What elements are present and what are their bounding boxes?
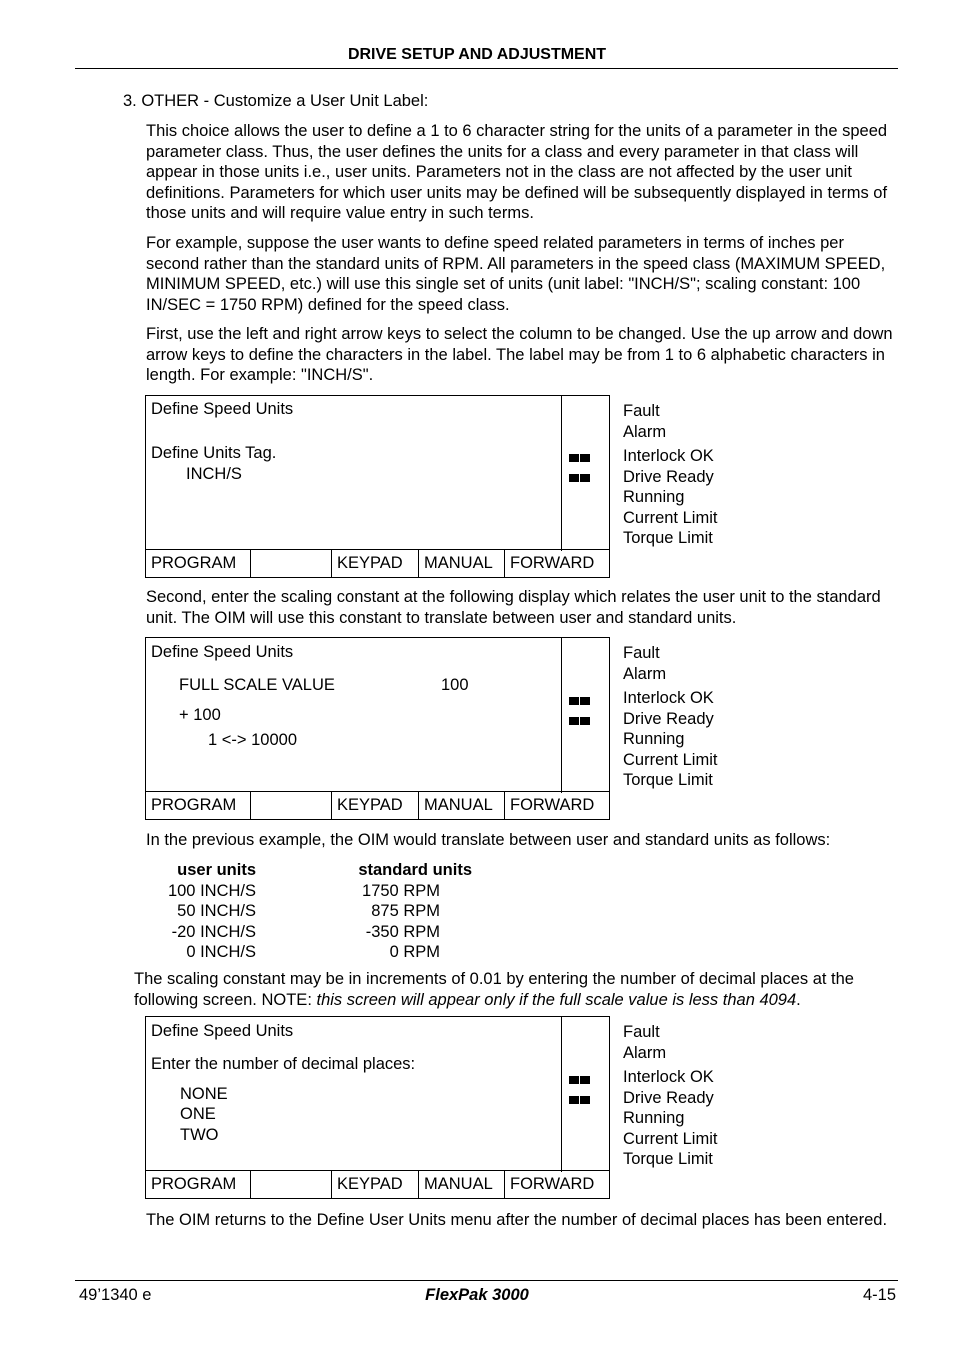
status-torque-limit: Torque Limit <box>623 1150 713 1168</box>
table-cell: -20 INCH/S <box>171 922 256 941</box>
screen-entry-value: + 100 <box>179 706 221 724</box>
keypad-keypad: KEYPAD <box>332 550 419 577</box>
keypad-program: PROGRAM <box>146 792 251 819</box>
standard-units-header: standard units <box>358 861 472 879</box>
footer-doc-number: 49’1340 e <box>79 1286 152 1304</box>
oim-display-full-scale <box>145 637 610 820</box>
screen-units-tag-value: INCH/S <box>186 465 242 483</box>
keypad-blank <box>251 550 332 577</box>
keypad-keypad: KEYPAD <box>332 1171 419 1198</box>
table-cell: 0 RPM <box>389 943 440 961</box>
status-alarm: Alarm <box>623 1043 667 1062</box>
oim-screen <box>146 396 562 551</box>
status-current-limit: Current Limit <box>623 750 718 769</box>
user-units-header: user units <box>177 861 256 879</box>
paragraph-example: For example, suppose the user wants to define speed related parameters in terms of inches per second rather than the standard units of RPM. All parameters in the speed class (MAXIMUM SPEED, MINIMUM SPEED, etc.) will use this single set of units (unit label: "INCH/S"; scaling constant: 100 IN/SEC = 1750 RPM) defined for the speed class. <box>146 234 886 314</box>
keypad-blank <box>251 792 332 819</box>
keypad-manual: MANUAL <box>419 1171 505 1198</box>
paragraph-intro: This choice allows the user to define a 1 to 6 character string for the units of a parameter in the speed parameter class. Thus, the user defines the units for a class and every parameter in that class will appear in those units i.e., user units. Parameters not in the class are not affected by the user unit definitions. Parameters for which user units may be defined will be subsequently displayed in terms of those units and will require value entry in such terms. <box>146 122 888 222</box>
step-heading: 3. OTHER - Customize a User Unit Label: <box>123 92 429 110</box>
led-indicators <box>569 454 590 494</box>
status-drive-ready: Drive Ready <box>623 1088 714 1107</box>
led-indicators <box>569 1076 590 1116</box>
oim-screen <box>146 1017 562 1172</box>
table-cell: 50 INCH/S <box>177 902 256 920</box>
status-legend <box>623 401 717 549</box>
option-one: ONE <box>180 1105 216 1123</box>
status-current-limit: Current Limit <box>623 1129 718 1148</box>
user-units-column <box>150 860 256 963</box>
table-cell: 100 INCH/S <box>167 881 256 900</box>
oim-screen <box>146 638 562 793</box>
status-running: Running <box>623 488 685 506</box>
keypad-blank <box>251 1171 332 1198</box>
decimal-note-text: The scaling constant may be in increments of 0.01 by entering the number of decimal places at the following screen. NOTE: <box>134 970 854 1009</box>
status-fault: Fault <box>623 402 660 420</box>
table-cell: 1750 RPM <box>362 881 440 900</box>
status-interlock: Interlock OK <box>623 689 714 707</box>
keypad-keypad: KEYPAD <box>332 792 419 819</box>
led-icon <box>569 697 590 705</box>
status-running: Running <box>623 730 685 748</box>
status-drive-ready: Drive Ready <box>623 467 714 486</box>
oim-display-decimal-places <box>145 1016 610 1199</box>
led-icon <box>569 1096 590 1104</box>
paragraph-returns: The OIM returns to the Define User Units menu after the number of decimal places has been entered. <box>146 1211 888 1229</box>
page-header-title: DRIVE SETUP AND ADJUSTMENT <box>347 46 607 63</box>
keypad-forward: FORWARD <box>510 1175 595 1193</box>
status-torque-limit: Torque Limit <box>623 771 713 789</box>
paragraph-arrow-keys: First, use the left and right arrow keys to select the column to be changed. Use the up arrow and down arrow keys to define the characters in the label. The label may be from 1 to 6 alphabetic characters in length. For example: "INCH/S". <box>146 325 893 384</box>
screen-title: Define Speed Units <box>151 1022 294 1040</box>
keypad-manual: MANUAL <box>419 792 505 819</box>
status-interlock: Interlock OK <box>623 1068 714 1086</box>
table-cell: 875 RPM <box>371 902 440 920</box>
keypad-manual: MANUAL <box>419 550 505 577</box>
option-two: TWO <box>180 1126 219 1144</box>
table-cell: 0 INCH/S <box>186 943 256 961</box>
keypad-forward: FORWARD <box>510 554 595 572</box>
led-icon <box>569 474 590 482</box>
oim-display-units-tag <box>145 395 610 578</box>
screen-range: 1 <-> 10000 <box>208 731 297 749</box>
footer-product: FlexPak 3000 <box>425 1286 529 1304</box>
status-fault: Fault <box>623 1023 660 1041</box>
decimal-note-italic: this screen will appear only if the full scale value is less than 4094 <box>316 990 797 1009</box>
table-cell: -350 RPM <box>365 922 440 941</box>
led-icon <box>569 717 590 725</box>
paragraph-decimal-places <box>134 969 898 1010</box>
header-rule <box>75 68 898 69</box>
decimal-note-end: . <box>796 990 801 1009</box>
status-drive-ready: Drive Ready <box>623 709 714 728</box>
status-torque-limit: Torque Limit <box>623 529 713 547</box>
status-alarm: Alarm <box>623 664 667 683</box>
status-alarm: Alarm <box>623 422 667 441</box>
keypad-status-row <box>146 791 609 819</box>
led-indicators <box>569 697 590 737</box>
keypad-forward: FORWARD <box>510 796 595 814</box>
paragraph-translate: In the previous example, the OIM would translate between user and standard units as follows: <box>146 831 831 849</box>
screen-full-scale-label: FULL SCALE VALUE <box>179 676 335 694</box>
screen-prompt: Enter the number of decimal places: <box>151 1055 416 1073</box>
screen-line: Define Units Tag. <box>151 444 277 462</box>
footer-rule <box>75 1280 898 1281</box>
keypad-program: PROGRAM <box>146 550 251 577</box>
option-none: NONE <box>180 1085 228 1103</box>
status-current-limit: Current Limit <box>623 508 718 527</box>
standard-units-column <box>340 860 472 963</box>
led-icon <box>569 454 590 462</box>
paragraph-scaling: Second, enter the scaling constant at the following display which relates the user unit to the standard unit. The OIM will use this constant to translate between user and standard units. <box>146 588 881 627</box>
screen-title: Define Speed Units <box>151 643 294 661</box>
screen-full-scale-value: 100 <box>441 676 469 694</box>
status-fault: Fault <box>623 644 660 662</box>
status-interlock: Interlock OK <box>623 447 714 465</box>
status-legend <box>623 643 717 791</box>
status-legend <box>623 1022 717 1170</box>
keypad-status-row <box>146 549 609 577</box>
screen-title: Define Speed Units <box>151 400 294 418</box>
keypad-program: PROGRAM <box>146 1171 251 1198</box>
keypad-status-row <box>146 1170 609 1198</box>
led-icon <box>569 1076 590 1084</box>
status-running: Running <box>623 1109 685 1127</box>
footer-page-number: 4-15 <box>862 1286 896 1304</box>
